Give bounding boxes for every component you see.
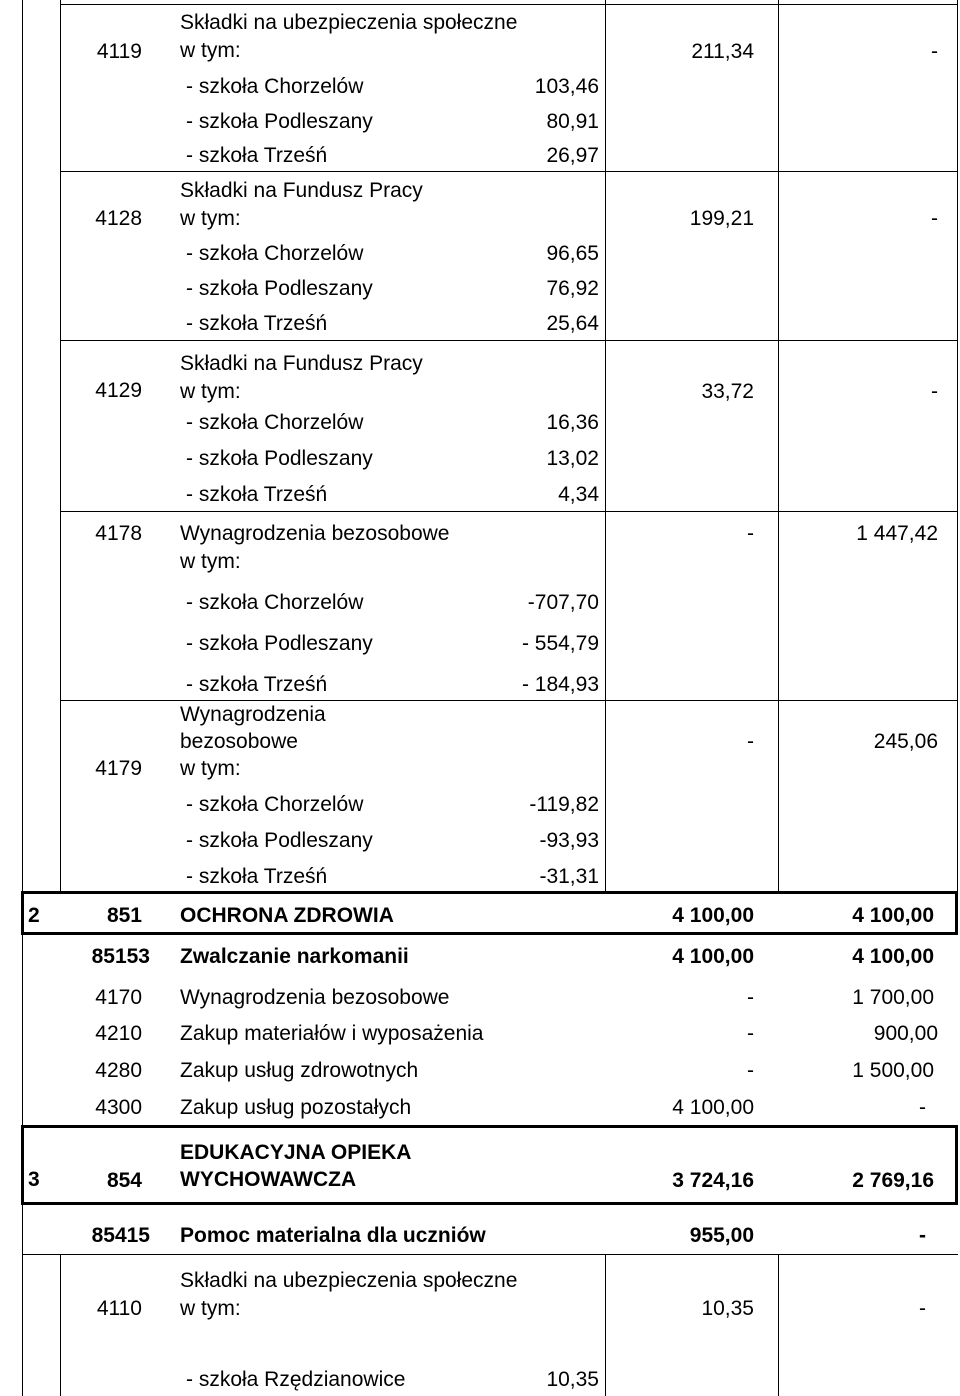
- sub-amount: 13,02: [546, 447, 599, 470]
- chapter-name: Pomoc materialna dla uczniów: [180, 1224, 486, 1247]
- hline: [60, 511, 958, 512]
- row-col2: 1 700,00: [852, 986, 934, 1009]
- hline: [60, 700, 958, 701]
- row-wtym: w tym:: [180, 380, 241, 403]
- row-col2: -: [931, 380, 938, 403]
- sub-label: - szkoła Trześń: [186, 144, 328, 167]
- section-code: 851: [106, 904, 142, 927]
- sub-amount: -707,70: [527, 591, 599, 614]
- chapter-name: Zwalczanie narkomanii: [180, 945, 409, 968]
- hline: [60, 171, 958, 172]
- row-col1: -: [747, 522, 754, 545]
- sub-label: - szkoła Podleszany: [186, 447, 373, 470]
- sub-label: - szkoła Podleszany: [186, 110, 373, 133]
- row-col1: -: [747, 730, 754, 753]
- row-title: Składki na ubezpieczenia społeczne: [180, 11, 518, 34]
- row-wtym: w tym:: [180, 550, 241, 573]
- chapter-col2: 4 100,00: [852, 945, 934, 968]
- sub-amount: 26,97: [546, 144, 599, 167]
- sub-label: - szkoła Trześń: [186, 312, 328, 335]
- section-col2: 2 769,16: [852, 1169, 934, 1192]
- sec2-left: [21, 891, 24, 935]
- section-col2: 4 100,00: [852, 904, 934, 927]
- hline: [22, 1254, 958, 1255]
- sub-amount: 25,64: [546, 312, 599, 335]
- sec3-top: [22, 1125, 958, 1128]
- section-number: 2: [28, 904, 40, 927]
- row-code: 4170: [95, 986, 142, 1009]
- row-col2: 1 500,00: [852, 1059, 934, 1082]
- section-col1: 4 100,00: [672, 904, 754, 927]
- section-number: 3: [28, 1168, 40, 1191]
- vline-code: [60, 0, 61, 893]
- sub-amount: -93,93: [539, 829, 599, 852]
- row-code: 4178: [95, 522, 142, 545]
- sub-amount: 4,34: [558, 483, 599, 506]
- vline-right: [957, 0, 958, 893]
- section-name: OCHRONA ZDROWIA: [180, 904, 394, 927]
- sub-amount: -119,82: [529, 793, 599, 816]
- row-wtym: w tym:: [180, 207, 241, 230]
- row-col1: -: [747, 1022, 754, 1045]
- row-code: 4110: [96, 1297, 142, 1320]
- sec3-left: [21, 1125, 24, 1205]
- sub-label: - szkoła Chorzelów: [186, 75, 364, 98]
- section-name: EDUKACYJNA OPIEKA: [180, 1141, 412, 1164]
- row-col2: 1 447,42: [856, 522, 938, 545]
- row-code: 4119: [96, 40, 142, 63]
- vline-col2: [778, 1254, 779, 1396]
- sub-label: - szkoła Podleszany: [186, 829, 373, 852]
- sub-label: - szkoła Trześń: [186, 483, 328, 506]
- row-col1: 211,34: [691, 40, 754, 63]
- sec2-bottom: [22, 932, 958, 935]
- row-name: Zakup materiałów i wyposażenia: [180, 1022, 484, 1045]
- row-col2: -: [919, 1297, 926, 1320]
- sub-label: - szkoła Podleszany: [186, 277, 373, 300]
- section-name: WYCHOWAWCZA: [180, 1168, 357, 1191]
- sub-label: - szkoła Trześń: [186, 673, 328, 696]
- row-name: Zakup usług zdrowotnych: [180, 1059, 419, 1082]
- sub-label: - szkoła Trześń: [186, 865, 328, 888]
- sub-amount: 103,46: [534, 75, 599, 98]
- row-col2: -: [919, 1096, 926, 1119]
- sub-amount: -31,31: [539, 865, 599, 888]
- sub-label: - szkoła Chorzelów: [186, 242, 364, 265]
- row-name: Zakup usług pozostałych: [180, 1096, 412, 1119]
- sec2-right: [955, 891, 958, 935]
- row-title: bezosobowe: [180, 730, 298, 753]
- chapter-code: 85153: [91, 945, 150, 968]
- row-code: 4210: [95, 1022, 142, 1045]
- row-code: 4129: [95, 379, 142, 402]
- hline: [60, 340, 958, 341]
- sub-amount: 96,65: [546, 242, 599, 265]
- row-col2: 900,00: [873, 1022, 938, 1045]
- sub-label: - szkoła Chorzelów: [186, 793, 364, 816]
- vline-col1: [605, 0, 606, 893]
- row-col1: 33,72: [701, 380, 754, 403]
- row-col1: 4 100,00: [672, 1096, 754, 1119]
- row-wtym: w tym:: [180, 1297, 241, 1320]
- row-title: Składki na Fundusz Pracy: [180, 179, 423, 202]
- vline-col1: [605, 1254, 606, 1396]
- hline: [60, 4, 958, 5]
- sub-label: - szkoła Podleszany: [186, 632, 373, 655]
- sub-amount: - 184,93: [521, 673, 599, 696]
- row-title: Składki na ubezpieczenia społeczne: [180, 1269, 518, 1292]
- sub-amount: 76,92: [546, 277, 599, 300]
- sub-label: - szkoła Chorzelów: [186, 591, 364, 614]
- row-title: Wynagrodzenia: [180, 703, 326, 726]
- row-code: 4128: [95, 207, 142, 230]
- row-name: Wynagrodzenia bezosobowe: [180, 986, 450, 1009]
- section-code: 854: [106, 1169, 142, 1192]
- row-col1: 10,35: [701, 1297, 754, 1320]
- row-col1: 199,21: [689, 207, 754, 230]
- row-col1: -: [747, 1059, 754, 1082]
- row-col2: 245,06: [873, 730, 938, 753]
- chapter-col1: 955,00: [689, 1224, 754, 1247]
- vline-code: [60, 1254, 61, 1396]
- sub-amount: 80,91: [546, 110, 599, 133]
- row-code: 4280: [95, 1059, 142, 1082]
- chapter-col1: 4 100,00: [672, 945, 754, 968]
- row-wtym: w tym:: [180, 757, 241, 780]
- row-col2: -: [931, 40, 938, 63]
- row-code: 4179: [95, 757, 142, 780]
- sec3-bottom: [22, 1202, 958, 1205]
- vline-col2: [778, 0, 779, 893]
- sub-amount: - 554,79: [521, 632, 599, 655]
- row-col1: -: [747, 986, 754, 1009]
- section-col1: 3 724,16: [672, 1169, 754, 1192]
- row-col2: -: [931, 207, 938, 230]
- sub-label: - szkoła Chorzelów: [186, 411, 364, 434]
- row-title: Wynagrodzenia bezosobowe: [180, 522, 450, 545]
- sub-amount: 16,36: [546, 411, 599, 434]
- row-wtym: w tym:: [180, 39, 241, 62]
- sec3-right: [955, 1125, 958, 1205]
- chapter-col2: -: [919, 1224, 926, 1247]
- chapter-code: 85415: [91, 1224, 150, 1247]
- sec2-top: [22, 891, 958, 894]
- sub-amount: 10,35: [546, 1368, 599, 1391]
- row-title: Składki na Fundusz Pracy: [180, 352, 423, 375]
- sub-label: - szkoła Rzędzianowice: [186, 1368, 406, 1391]
- row-code: 4300: [95, 1096, 142, 1119]
